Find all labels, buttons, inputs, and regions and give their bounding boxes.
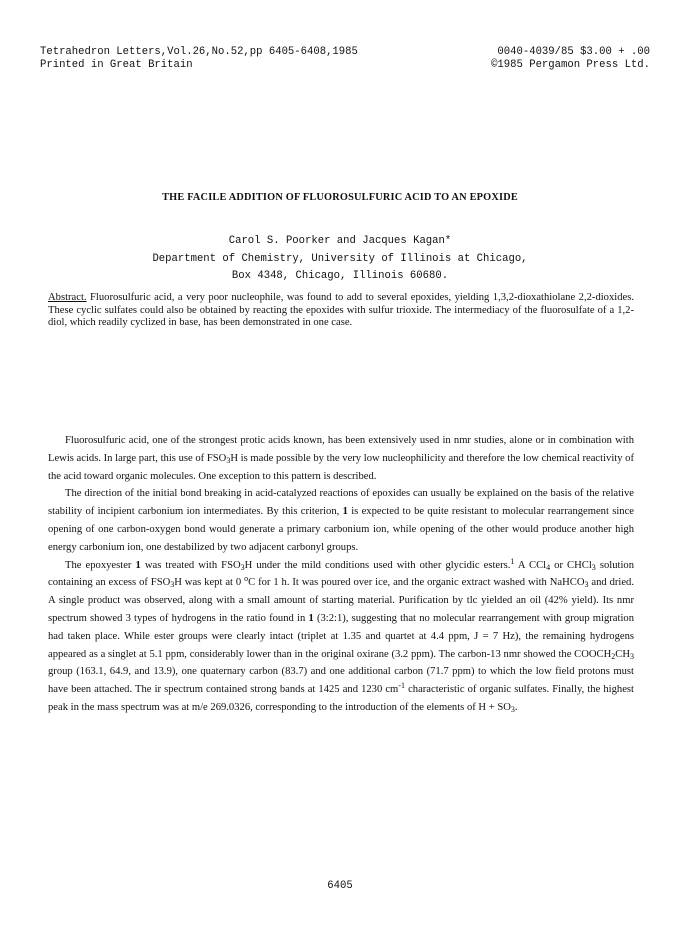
copyright-notice: ©1985 Pergamon Press Ltd. [491,59,650,71]
abstract-label: Abstract. [48,292,87,303]
affiliation-line-1: Department of Chemistry, University of Illinois at Chicago, [152,252,528,265]
p3-sub-7: 3 [630,651,634,661]
p1-text-b: H is made possible by the very low nucleophilicity and therefore the low chemical reactivity of the acid toward organic molecules. One exception to this pattern is described. [48,452,634,482]
reference-marker: 1 [510,556,515,566]
p3-text-l: group (163.1, 64.9, and 13.9), one quaternary carbon (83.7) and one additional carbon (71.7 ppm) to which the low field protons must have been attached. The ir spectrum contained strong bands at 1425 and 1230 cm [48,666,634,696]
p3-text-k: CH [615,648,630,660]
article-title: THE FACILE ADDITION OF FLUOROSULFURIC ACID TO AN EPOXIDE [162,192,518,203]
compound-number: 1 [308,612,314,624]
compound-number: 1 [342,506,348,518]
p3-text-d: A CCl [514,559,547,571]
p3-text-g: H was kept at 0 [174,577,245,589]
p2-text-b: is expected to be quite resistant to molecular rearrangement since opening of one carbon-oxygen bond would generate a primary carbonium ion, while opening of the other would produce another high energy carbonium ion, one destabilized by two adjacent carbonyl groups. [48,506,634,553]
paragraph-1 [48,432,634,485]
p3-text-j: (3:2:1), suggesting that no molecular rearrangement with group migration had taken place. While ester groups were clearly intact (triplet at 1.35 and quartet at 4.4 ppm, J = 7 Hz), the remaining hydrogens appeared as a singlet at 5.1 ppm, considerably lower than in the original oxirane (3.2 ppm). The carbon-13 nmr showed the COOCH [48,612,634,660]
journal-citation: Tetrahedron Letters,Vol.26,No.52,pp 6405-6408,1985 [40,46,358,58]
p3-sub-8: 3 [510,704,515,714]
paragraph-3 [48,557,634,717]
abstract [48,292,634,330]
p3-text-h: C for 1 h. It was poured over ice, and the organic extract washed with NaHCO [248,577,585,589]
p3-text-a: The epoxyester [65,559,136,571]
p3-sub-6: 2 [611,651,616,661]
p3-text-c: H under the mild conditions used with other glycidic esters. [244,559,511,571]
author-block [0,233,680,286]
p3-sub-1: 3 [240,562,245,572]
p3-text-m: characteristic of organic sulfates. Finally, the highest peak in the mass spectrum was at m/e 269.0326, corresponding to the introduction of the elements of H + SO [48,684,634,713]
affiliation-line-2: Box 4348, Chicago, Illinois 60680. [231,270,449,282]
p2-text-a: The direction of the initial bond breaking in acid-catalyzed reactions of epoxides can usually be explained on the basis of the relative stability of incipient carbonium ion intermediates. By this criterion, [48,488,634,518]
abstract-text: Fluorosulfuric acid, a very poor nucleophile, was found to add to several epoxides, yielding 1,3,2-dioxathiolane 2,2-dioxides. These cyclic sulfates could also be obtained by reacting the epoxides with sulfur trioxide. The intermediacy of the fluorosulfate of a 1,2-diol, which readily cyclized in base, has been demonstrated in one case. [48,292,634,329]
p3-text-i: and dried. A single product was observed, along with a small amount of starting material. Purification by tlc yielded an oil (42% yield). Its nmr spectrum showed 3 types of hydrogens in the ratio found in [48,577,634,624]
p3-text-n: . [514,701,518,713]
p3-sub-3: 3 [591,562,596,572]
p1-subscript: 3 [226,455,231,465]
printed-in: Printed in Great Britain [40,59,193,71]
author-names: Carol S. Poorker and Jacques Kagan* [228,235,452,247]
paragraph-2 [48,485,634,556]
article-body [48,432,634,717]
inverse-cm-exponent: -1 [398,681,405,691]
compound-number: 1 [135,559,141,571]
page-number: 6405 [327,880,353,892]
p3-text-b: was treated with FSO [140,559,241,571]
p3-sub-4: 3 [170,580,175,590]
issn-price: 0040-4039/85 $3.00 + .00 [497,46,650,58]
running-header [40,46,650,72]
p1-text-a: Fluorosulfuric acid, one of the strongest protic acids known, has been extensively used in nmr studies, alone or in combination with Lewis acids. In large part, this use of FSO [48,435,634,464]
p3-text-f: solution containing an excess of FSO [48,559,634,589]
degree-sign: o [244,574,249,584]
p3-sub-5: 3 [584,580,589,590]
p3-text-e: or CHCl [550,559,592,571]
p3-sub-2: 4 [546,562,551,572]
